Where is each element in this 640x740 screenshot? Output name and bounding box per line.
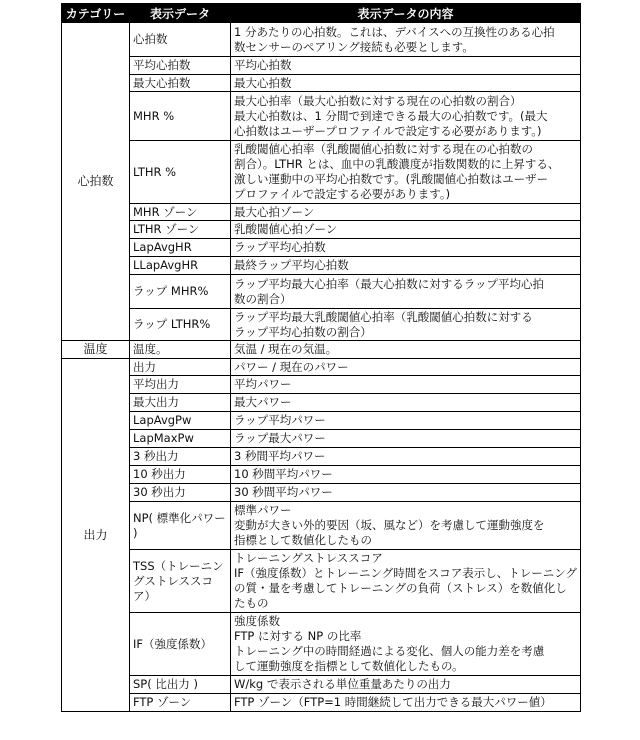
description-cell (231, 257, 581, 275)
item-cell: IF（強度係数） (130, 613, 231, 676)
item-cell: TSS（トレーニングストレススコア） (130, 550, 231, 613)
category-cell: 温度 (62, 341, 130, 359)
table-body (62, 23, 581, 712)
item-cell: 出力 (130, 359, 231, 376)
description-cell (231, 75, 581, 92)
item-cell: 平均出力 (130, 376, 231, 394)
description-line: 最大心拍数は、1 分間で到達できる最大の心拍数です。(最大 (234, 108, 548, 123)
table-row (62, 341, 581, 359)
description-line: 30 秒間平均パワー (234, 485, 333, 499)
description-line: パワー / 現在のパワー (234, 359, 349, 374)
item-cell: 10 秒出力 (130, 466, 231, 484)
item-cell: 心拍数 (130, 23, 231, 57)
table-row (62, 141, 581, 204)
item-cell: LapMaxPw (130, 430, 231, 448)
description-line: W/kg で表示される単位重量あたりの出力 (234, 677, 451, 691)
table-row (62, 204, 581, 221)
description-line: して運動強度を指標として数値化したもの。 (234, 659, 464, 673)
table-row (62, 239, 581, 257)
description-line: 激しい運動中の平均心拍数です。(乳酸閾値心拍数はユーザー (234, 172, 549, 186)
description-line: 数センサーのペアリング接続も必要とします。 (234, 39, 474, 54)
item-cell: LLapAvgHR (130, 257, 231, 275)
description-line: 変動が大きい外的要因（坂、風など）を考慮して運動強度を (234, 518, 545, 532)
item-cell: LapAvgHR (130, 239, 231, 257)
description-line: 平均パワー (234, 377, 292, 391)
table-row (62, 75, 581, 92)
table-row (62, 466, 581, 484)
table-row (62, 257, 581, 275)
header-item: 表示データ (130, 4, 231, 23)
data-table (61, 3, 581, 712)
description-line: ラップ平均最大心拍率（最大心拍数に対するラップ平均心拍 (234, 276, 545, 291)
description-cell (231, 309, 581, 341)
description-line: 強度係数 (234, 614, 280, 628)
description-line: 最大パワー (234, 395, 292, 409)
table-row (62, 23, 581, 57)
table-row (62, 309, 581, 341)
table-row (62, 550, 581, 613)
description-line: トレーニング中の時間経過による変化、個人の能力差を考慮 (234, 644, 545, 658)
category-cell: 出力 (62, 359, 130, 712)
item-cell: 平均心拍数 (130, 57, 231, 75)
description-line: FTP に対する NP の比率 (234, 629, 362, 643)
table-row (62, 376, 581, 394)
description-cell (231, 92, 581, 141)
description-line: プロファイルで設定する必要があります。) (234, 187, 451, 201)
description-cell (231, 341, 581, 359)
description-line: 最大心拍数 (234, 75, 292, 90)
header-row (62, 4, 581, 23)
item-cell: 最大出力 (130, 394, 231, 412)
item-cell: MHR ゾーン (130, 204, 231, 221)
description-line: 指標として数値化したもの (234, 533, 372, 547)
item-cell: LTHR ゾーン (130, 221, 231, 239)
description-line: 1 分あたりの心拍数。これは、デバイスへの互換性のある心拍 (234, 24, 555, 39)
description-line: ラップ平均心拍数 (234, 240, 326, 254)
description-cell (231, 275, 581, 309)
item-cell: ラップ LTHR% (130, 309, 231, 341)
description-line: 最終ラップ平均心拍数 (234, 258, 349, 272)
description-cell (231, 239, 581, 257)
table-row (62, 275, 581, 309)
table-row (62, 221, 581, 239)
table-row (62, 412, 581, 430)
description-cell (231, 376, 581, 394)
description-line: ラップ平均心拍数の割合） (234, 324, 372, 339)
description-line: IF（強度係数）とトレーニング時間をスコア表示し、トレーニング (234, 566, 578, 580)
item-cell: SP( 比出力 ) (130, 676, 231, 694)
table-row (62, 430, 581, 448)
description-cell (231, 484, 581, 502)
description-line: 乳酸閾値心拍率（乳酸閾値心拍数に対する現在の心拍数の (234, 142, 533, 156)
description-cell (231, 448, 581, 466)
description-line: FTP ゾーン（FTP=1 時間継続して出力できる最大パワー値） (234, 695, 552, 709)
description-cell (231, 430, 581, 448)
table-row (62, 448, 581, 466)
item-cell: FTP ゾーン (130, 694, 231, 712)
description-line: たもの (234, 596, 269, 610)
description-cell (231, 141, 581, 204)
table-row (62, 92, 581, 141)
description-line: ラップ平均パワー (234, 413, 326, 427)
description-cell (231, 613, 581, 676)
description-cell (231, 359, 581, 376)
table-row (62, 694, 581, 712)
item-cell: 温度。 (130, 341, 231, 359)
item-cell: 最大心拍数 (130, 75, 231, 92)
description-cell (231, 502, 581, 550)
table-row (62, 359, 581, 376)
description-line: 標準パワー (234, 503, 292, 517)
description-cell (231, 694, 581, 712)
description-line: 平均心拍数 (234, 58, 292, 72)
description-line: 割合）。LTHR とは、血中の乳酸濃度が指数関数的に上昇する、 (234, 157, 560, 171)
description-line: トレーニングストレススコア (234, 551, 383, 565)
item-cell: MHR % (130, 92, 231, 141)
description-cell (231, 394, 581, 412)
item-cell: LTHR % (130, 141, 231, 204)
description-cell (231, 204, 581, 221)
item-cell: 3 秒出力 (130, 448, 231, 466)
description-line: 乳酸閾値心拍ゾーン (234, 222, 338, 236)
description-line: ラップ最大パワー (234, 431, 326, 445)
description-cell (231, 412, 581, 430)
description-line: 数の割合） (234, 291, 292, 306)
header-description: 表示データの内容 (231, 4, 581, 23)
description-line: 10 秒間平均パワー (234, 467, 333, 481)
description-line: 気温 / 現在の気温。 (234, 342, 338, 356)
table-row (62, 613, 581, 676)
description-line: ラップ平均最大乳酸閾値心拍率（乳酸閾値心拍数に対する (234, 309, 533, 324)
description-line: 3 秒間平均パワー (234, 449, 326, 463)
description-cell (231, 221, 581, 239)
description-line: 最大心拍ゾーン (234, 204, 315, 219)
description-cell (231, 676, 581, 694)
item-cell: ラップ MHR% (130, 275, 231, 309)
description-line: 最大心拍率（最大心拍数に対する現在の心拍数の割合） (234, 93, 522, 108)
description-line: 心拍数はユーザープロファイルで設定する必要があります。) (234, 123, 542, 138)
table-row (62, 502, 581, 550)
table-row (62, 394, 581, 412)
description-cell (231, 23, 581, 57)
item-cell: NP( 標準化パワー ) (130, 502, 231, 550)
item-cell: 30 秒出力 (130, 484, 231, 502)
table-row (62, 484, 581, 502)
description-cell (231, 57, 581, 75)
table-row (62, 57, 581, 75)
table-row (62, 676, 581, 694)
description-cell (231, 466, 581, 484)
category-cell: 心拍数 (62, 23, 130, 341)
header-category: カテゴリー (62, 4, 130, 23)
description-cell (231, 550, 581, 613)
item-cell: LapAvgPw (130, 412, 231, 430)
description-line: の質・量を考慮してトレーニングの負荷（ストレス）を数値化し (234, 581, 567, 595)
